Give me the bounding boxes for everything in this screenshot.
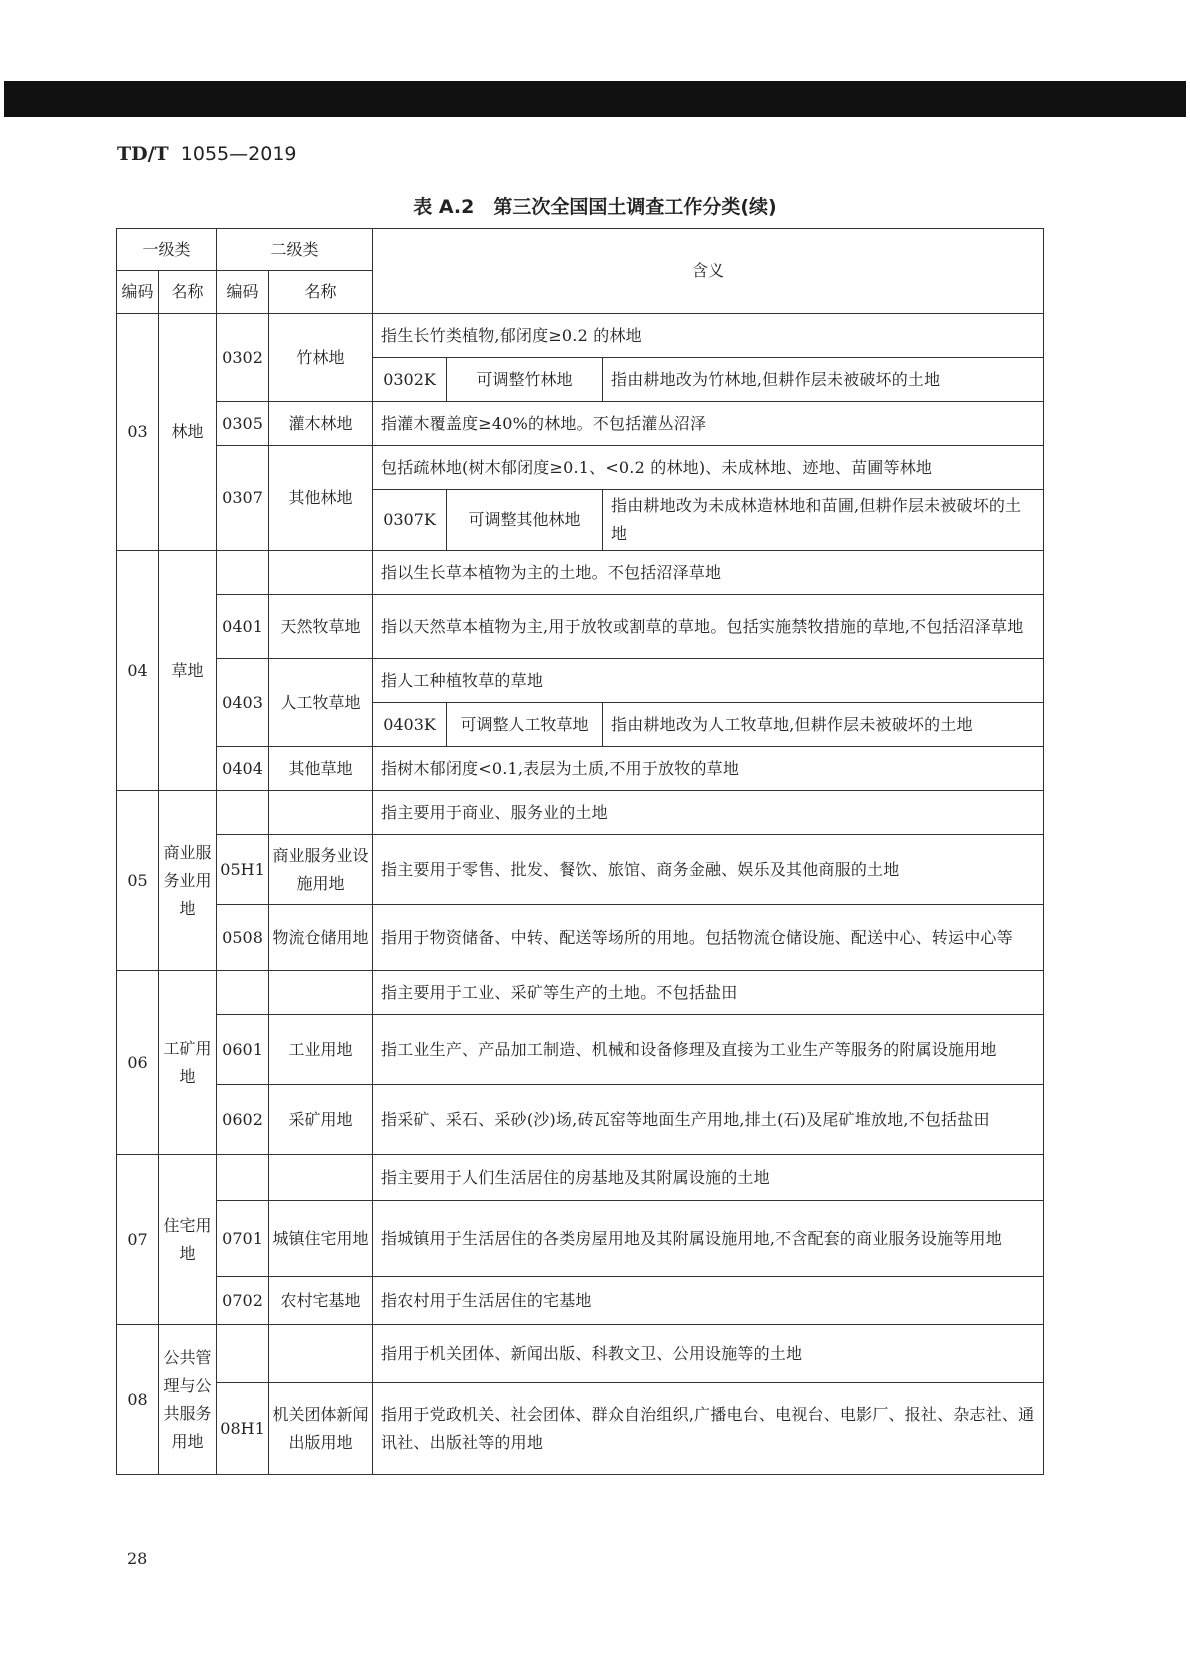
code-0404: 0404: [217, 747, 269, 791]
page-number: 28: [127, 1549, 148, 1568]
code-07: 07: [117, 1155, 159, 1325]
name-0403: 人工牧草地: [269, 659, 373, 747]
name-07-empty: [269, 1155, 373, 1201]
name-05: 商业服务业用地: [159, 791, 217, 971]
code-08-empty: [217, 1325, 269, 1383]
code-0307: 0307: [217, 446, 269, 551]
top-black-bar: [4, 81, 1186, 117]
desc-05H1: 指主要用于零售、批发、餐饮、旅馆、商务金融、娱乐及其他商服的土地: [373, 835, 1044, 905]
header-name-1: 名称: [159, 271, 217, 314]
desc-08: 指用于机关团体、新闻出版、科教文卫、公用设施等的土地: [373, 1325, 1044, 1383]
code-0401: 0401: [217, 595, 269, 659]
desc-0307: 包括疏林地(树木郁闭度≥0.1、<0.2 的林地)、未成林地、迹地、苗圃等林地: [373, 446, 1044, 490]
name-0701: 城镇住宅用地: [269, 1201, 373, 1277]
code-04-empty: [217, 551, 269, 595]
code-0602: 0602: [217, 1085, 269, 1155]
code-06: 06: [117, 971, 159, 1155]
name-0702: 农村宅基地: [269, 1277, 373, 1325]
desc-0307K: 指由耕地改为未成林造林地和苗圃,但耕作层未被破坏的土地: [603, 490, 1044, 551]
name-0401: 天然牧草地: [269, 595, 373, 659]
code-0701: 0701: [217, 1201, 269, 1277]
desc-0601: 指工业生产、产品加工制造、机械和设备修理及直接为工业生产等服务的附属设施用地: [373, 1015, 1044, 1085]
header-level2: 二级类: [217, 229, 373, 271]
header-name-2: 名称: [269, 271, 373, 314]
code-0307K: 0307K: [373, 490, 447, 551]
name-08: 公共管理与公共服务用地: [159, 1325, 217, 1475]
desc-0305: 指灌木覆盖度≥40%的林地。不包括灌丛沼泽: [373, 402, 1044, 446]
desc-0401: 指以天然草本植物为主,用于放牧或割草的草地。包括实施禁牧措施的草地,不包括沼泽草地: [373, 595, 1044, 659]
name-06-empty: [269, 971, 373, 1015]
code-0302: 0302: [217, 314, 269, 402]
code-06-empty: [217, 971, 269, 1015]
name-0601: 工业用地: [269, 1015, 373, 1085]
name-0305: 灌木林地: [269, 402, 373, 446]
code-07-empty: [217, 1155, 269, 1201]
desc-0302: 指生长竹类植物,郁闭度≥0.2 的林地: [373, 314, 1044, 358]
code-05H1: 05H1: [217, 835, 269, 905]
name-0602: 采矿用地: [269, 1085, 373, 1155]
code-0508: 0508: [217, 905, 269, 971]
desc-0403: 指人工种植牧草的草地: [373, 659, 1044, 703]
code-0302K: 0302K: [373, 358, 447, 402]
name-07: 住宅用地: [159, 1155, 217, 1325]
desc-0403K: 指由耕地改为人工牧草地,但耕作层未被破坏的土地: [603, 703, 1044, 747]
desc-04: 指以生长草本植物为主的土地。不包括沼泽草地: [373, 551, 1044, 595]
desc-06: 指主要用于工业、采矿等生产的土地。不包括盐田: [373, 971, 1044, 1015]
code-08H1: 08H1: [217, 1383, 269, 1475]
name-08H1: 机关团体新闻出版用地: [269, 1383, 373, 1475]
table-title: 表 A.2 第三次全国国土调查工作分类(续): [413, 196, 777, 218]
desc-0602: 指采矿、采石、采砂(沙)场,砖瓦窑等地面生产用地,排土(石)及尾矿堆放地,不包括盐田: [373, 1085, 1044, 1155]
desc-07: 指主要用于人们生活居住的房基地及其附属设施的土地: [373, 1155, 1044, 1201]
name-05H1: 商业服务业设施用地: [269, 835, 373, 905]
code-05-empty: [217, 791, 269, 835]
name-0307K: 可调整其他林地: [447, 490, 603, 551]
code-0702: 0702: [217, 1277, 269, 1325]
desc-08H1: 指用于党政机关、社会团体、群众自治组织,广播电台、电视台、电影厂、报社、杂志社、通讯社、出版社等的用地: [373, 1383, 1044, 1475]
desc-0404: 指树木郁闭度<0.1,表层为土质,不用于放牧的草地: [373, 747, 1044, 791]
name-0302: 竹林地: [269, 314, 373, 402]
name-03: 林地: [159, 314, 217, 551]
header-code-2: 编码: [217, 271, 269, 314]
code-0305: 0305: [217, 402, 269, 446]
name-06: 工矿用地: [159, 971, 217, 1155]
name-0302K: 可调整竹林地: [447, 358, 603, 402]
name-08-empty: [269, 1325, 373, 1383]
name-04: 草地: [159, 551, 217, 791]
code-0403: 0403: [217, 659, 269, 747]
desc-0701: 指城镇用于生活居住的各类房屋用地及其附属设施用地,不含配套的商业服务设施等用地: [373, 1201, 1044, 1277]
name-05-empty: [269, 791, 373, 835]
code-03: 03: [117, 314, 159, 551]
header-level1: 一级类: [117, 229, 217, 271]
desc-05: 指主要用于商业、服务业的土地: [373, 791, 1044, 835]
desc-0702: 指农村用于生活居住的宅基地: [373, 1277, 1044, 1325]
name-04-empty: [269, 551, 373, 595]
code-05: 05: [117, 791, 159, 971]
name-0307: 其他林地: [269, 446, 373, 551]
desc-0302K: 指由耕地改为竹林地,但耕作层未被破坏的土地: [603, 358, 1044, 402]
header-meaning: 含义: [373, 229, 1044, 314]
land-classification-table: [116, 228, 1044, 1475]
header-code-1: 编码: [117, 271, 159, 314]
code-0403K: 0403K: [373, 703, 447, 747]
name-0508: 物流仓储用地: [269, 905, 373, 971]
name-0404: 其他草地: [269, 747, 373, 791]
code-08: 08: [117, 1325, 159, 1475]
desc-0508: 指用于物资储备、中转、配送等场所的用地。包括物流仓储设施、配送中心、转运中心等: [373, 905, 1044, 971]
standard-number: TD/T 1055—2019: [117, 143, 297, 165]
name-0403K: 可调整人工牧草地: [447, 703, 603, 747]
code-04: 04: [117, 551, 159, 791]
code-0601: 0601: [217, 1015, 269, 1085]
